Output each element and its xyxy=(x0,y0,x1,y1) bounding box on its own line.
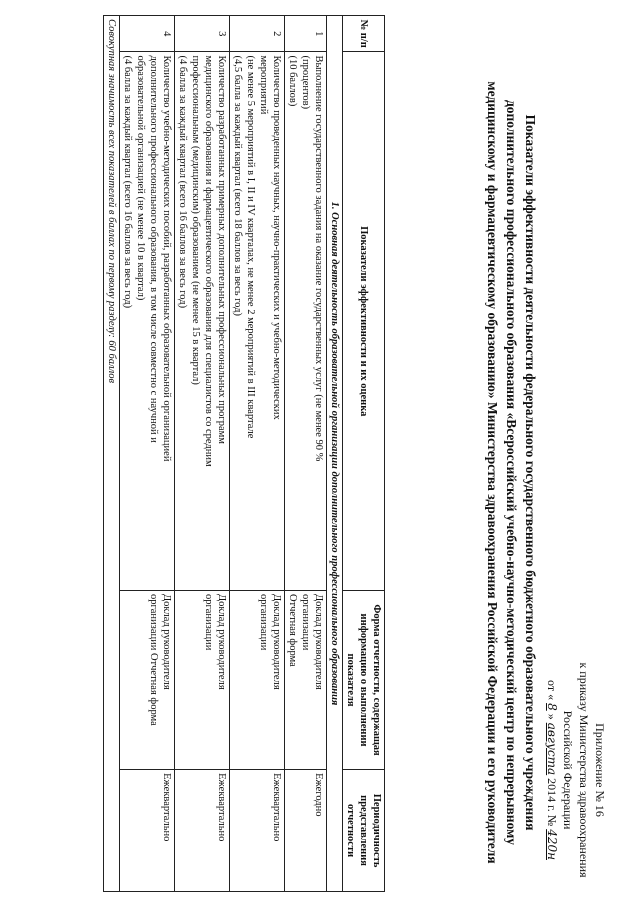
table-row xyxy=(175,16,230,892)
indicator-line: (4 балла за каждый квартал (всего 16 баллов за весь год) xyxy=(177,55,188,309)
indicator-line: (не менее 5 мероприятий в I, II и IV кварталах, не менее 2 мероприятий в III квартале xyxy=(245,55,256,439)
total-text: Совокупная значимость всех показателей в баллах по первому разделу: 60 баллов xyxy=(104,16,120,892)
row-form xyxy=(175,590,230,769)
form-line: организации xyxy=(203,593,214,651)
appendix-line2: к приказу Министерства здравоохранения xyxy=(577,662,591,878)
row-num: 4 xyxy=(120,16,175,52)
form-line: Доклад руководителя xyxy=(161,593,172,690)
indicator-line: профессиональным (медицинским) образованием (не менее 15 в квартал) xyxy=(190,55,201,385)
form-line: Доклад руководителя xyxy=(313,593,324,690)
header-form: Форма отчетности, содержащая информацию о выполнении показателя xyxy=(343,590,385,769)
row-indicator xyxy=(175,52,230,591)
row-form xyxy=(285,590,327,769)
row-indicator xyxy=(230,52,285,591)
section-title: 1. Основная деятельность образовательной организации дополнительного профессионального образования xyxy=(327,16,343,892)
indicator-line: Количество проведенных научных, научно-практических и учебно-методических xyxy=(271,55,282,420)
row-num: 3 xyxy=(175,16,230,52)
form-line: организации xyxy=(258,593,269,651)
appendix-date xyxy=(544,645,560,895)
indicator-line: медицинского образования и фармацевтического образования для специалистов со средним xyxy=(203,55,214,467)
row-num: 1 xyxy=(285,16,327,52)
header-num: № п/п xyxy=(343,16,385,52)
indicator-line: Количество учебно-методических пособий, разработанных образовательной организацией xyxy=(161,55,172,462)
form-line: организации xyxy=(300,593,311,651)
header-indicator: Показатели эффективности и их оценка xyxy=(343,52,385,591)
document-title: Показатели эффективности деятельности федерального государственного бюджетного образовательного учреждения дополнительного профессионального образования «Всероссийский учебно-научно-методический центр по непрерывному медицинскому и фармацевтическому образованию» Министерства здравоохранения Российской Федерации и его руководителя xyxy=(485,81,538,864)
row-num: 2 xyxy=(230,16,285,52)
table-row xyxy=(120,16,175,892)
indicator-line: мероприятий xyxy=(258,55,269,115)
row-period: Ежеквартально xyxy=(175,770,230,892)
date-day: 8 xyxy=(545,703,559,711)
form-line: Доклад руководителя xyxy=(271,593,282,690)
indicator-line: Количество разработанных примерных дополнительных профессиональных программ xyxy=(216,55,227,444)
row-period: Ежеквартально xyxy=(120,770,175,892)
indicators-table xyxy=(103,15,385,892)
date-prefix: от « xyxy=(545,680,559,701)
indicator-line: (10 баллов) xyxy=(287,55,298,107)
row-period: Ежеквартально xyxy=(230,770,285,892)
date-mid: » xyxy=(545,713,559,720)
form-line: Доклад руководителя xyxy=(216,593,227,690)
indicator-line: (4 балла за каждый квартал (всего 16 баллов за весь год) xyxy=(122,55,133,309)
date-year: 2014 г. № xyxy=(545,778,559,827)
row-form xyxy=(120,590,175,769)
table-row xyxy=(230,16,285,892)
indicator-line: дополнительного профессионального образования, в том числе совместно с научной и xyxy=(148,55,159,443)
row-indicator xyxy=(120,52,175,591)
header-period: Периодичность представления отчетности xyxy=(343,770,385,892)
indicator-line: (процентов) xyxy=(300,55,311,110)
total-row xyxy=(104,16,120,892)
appendix-line3: Российской Федерации xyxy=(561,710,575,830)
section-row xyxy=(327,16,343,892)
table-header-row xyxy=(343,16,385,892)
order-number: 420н xyxy=(545,829,559,860)
form-line: организации Отчетная форма xyxy=(148,593,159,726)
appendix-header xyxy=(544,645,608,895)
table-row xyxy=(285,16,327,892)
row-period: Ежегодно xyxy=(285,770,327,892)
date-month: августа xyxy=(545,722,559,776)
indicator-line: образовательной организацией (не менее 10 в квартал) xyxy=(135,55,146,301)
row-form xyxy=(230,590,285,769)
indicator-line: Выполнение государственного задания на оказание государственных услуг (не менее 90 % xyxy=(313,55,324,462)
row-indicator xyxy=(285,52,327,591)
indicator-line: (4,5 балла за каждый квартал (всего 18 баллов за весь год) xyxy=(232,55,243,316)
appendix-line1: Приложение № 16 xyxy=(593,723,607,817)
form-line: Отчетная форма xyxy=(287,593,298,667)
